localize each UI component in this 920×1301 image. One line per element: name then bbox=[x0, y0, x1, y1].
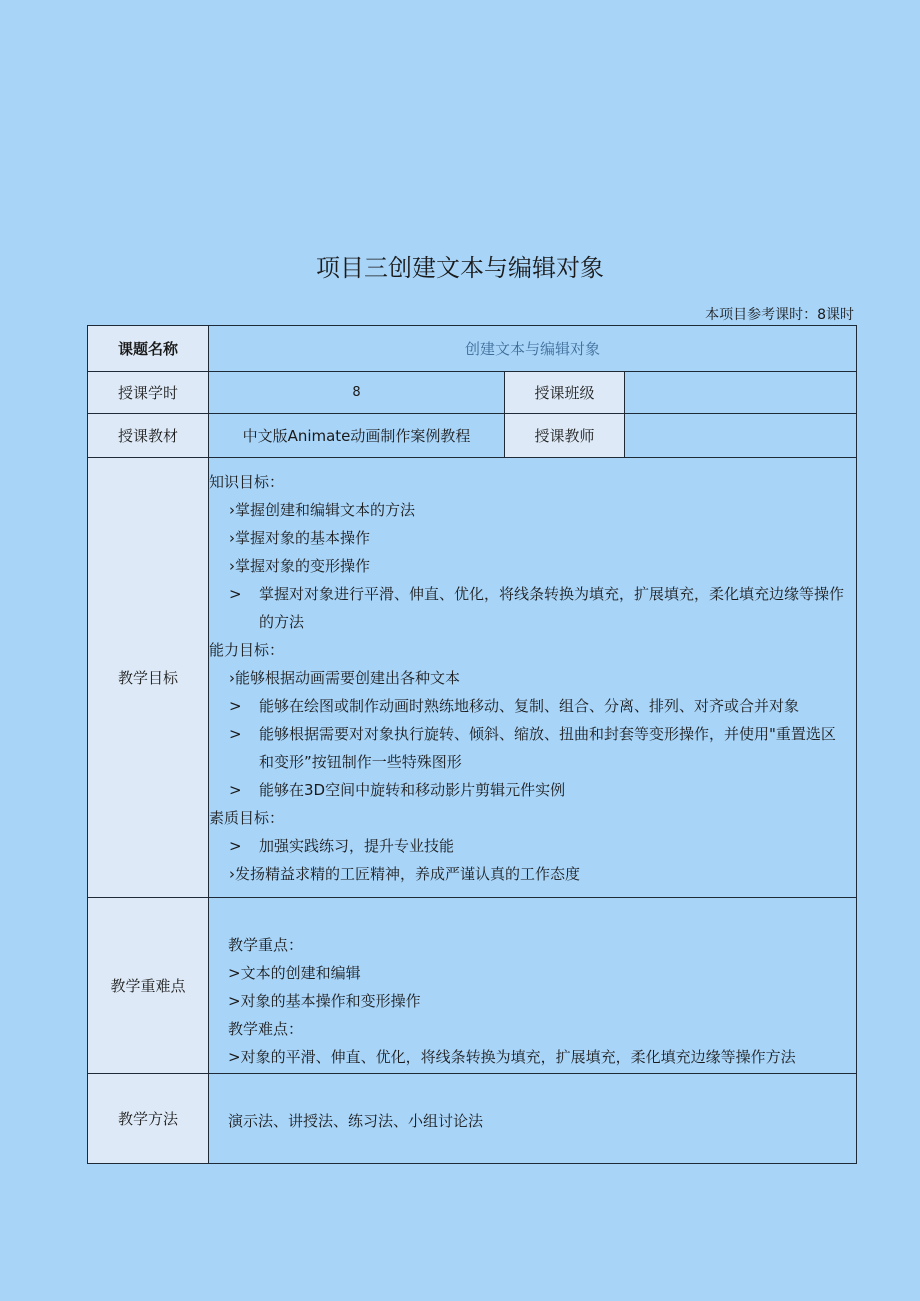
topic-row bbox=[88, 326, 857, 372]
teacher-value bbox=[625, 414, 857, 458]
methods-value bbox=[209, 1074, 857, 1164]
hours-value: 8 bbox=[209, 372, 505, 414]
page-title: 项目三创建文本与编辑对象 bbox=[316, 254, 604, 282]
key-item: >对象的基本操作和变形操作 bbox=[228, 992, 421, 1010]
knowledge-item: ›掌握创建和编辑文本的方法 bbox=[229, 500, 415, 519]
goals-label: 教学目标 bbox=[88, 458, 209, 898]
hours-label: 授课学时 bbox=[88, 372, 209, 414]
goals-row bbox=[88, 458, 857, 898]
topic-value: 创建文本与编辑对象 bbox=[209, 326, 857, 372]
quality-item-text: 加强实践练习，提升专业技能 bbox=[259, 836, 455, 855]
knowledge-item-continued: 的方法 bbox=[259, 612, 305, 631]
textbook-label: 授课教材 bbox=[88, 414, 209, 458]
bullet-mark: > bbox=[229, 724, 242, 743]
reference-hours: 本项目参考课时：8课时 bbox=[705, 307, 854, 323]
goals-content bbox=[209, 458, 857, 898]
keypoints-row bbox=[88, 898, 857, 1074]
bullet-mark: > bbox=[229, 836, 242, 855]
difficulty-title: 教学难点： bbox=[228, 1020, 304, 1038]
keypoints-label: 教学重难点 bbox=[88, 898, 209, 1074]
bullet-mark: > bbox=[229, 780, 242, 799]
ability-item-text: 能够在3D空间中旋转和移动影片剪辑元件实例 bbox=[259, 780, 566, 799]
class-label: 授课班级 bbox=[505, 372, 625, 414]
knowledge-item-text: 掌握对对象进行平滑、伸直、优化，将线条转换为填充，扩展填充，柔化填充边缘等操作 bbox=[259, 584, 845, 603]
key-title: 教学重点： bbox=[228, 936, 304, 954]
lesson-plan-table bbox=[87, 325, 857, 1164]
quality-title: 素质目标： bbox=[209, 808, 285, 827]
ability-item-text: 能够在绘图或制作动画时熟练地移动、复制、组合、分离、排列、对齐或合并对象 bbox=[259, 696, 800, 715]
knowledge-title: 知识目标： bbox=[209, 472, 285, 491]
methods-label: 教学方法 bbox=[88, 1074, 209, 1164]
ability-item bbox=[209, 776, 856, 804]
topic-label: 课题名称 bbox=[88, 326, 209, 372]
quality-item: ›发扬精益求精的工匠精神，养成严谨认真的工作态度 bbox=[229, 864, 581, 883]
textbook-value: 中文版Animate动画制作案例教程 bbox=[209, 414, 505, 458]
difficulty-item: >对象的平滑、伸直、优化，将线条转换为填充，扩展填充，柔化填充边缘等操作方法 bbox=[228, 1048, 796, 1066]
quality-item bbox=[209, 832, 856, 860]
ability-item-continued: 和变形”按钮制作一些特殊图形 bbox=[259, 752, 462, 771]
ability-item bbox=[209, 720, 856, 748]
textbook-row bbox=[88, 414, 857, 458]
ability-item-text: 能够根据需要对对象执行旋转、倾斜、缩放、扭曲和封套等变形操作，并使用"重置选区 bbox=[259, 724, 836, 743]
keypoints-content bbox=[209, 898, 857, 1074]
knowledge-item bbox=[209, 580, 856, 608]
methods-row bbox=[88, 1074, 857, 1164]
methods-text: 演示法、讲授法、练习法、小组讨论法 bbox=[228, 1112, 484, 1130]
class-value bbox=[625, 372, 857, 414]
knowledge-item: ›掌握对象的变形操作 bbox=[229, 556, 370, 575]
ability-item: ›能够根据动画需要创建出各种文本 bbox=[229, 668, 461, 687]
ability-item bbox=[209, 692, 856, 720]
key-item: >文本的创建和编辑 bbox=[228, 964, 361, 982]
knowledge-item: ›掌握对象的基本操作 bbox=[229, 528, 370, 547]
bullet-mark: > bbox=[229, 584, 242, 603]
ability-title: 能力目标： bbox=[209, 640, 285, 659]
bullet-mark: > bbox=[229, 696, 242, 715]
teacher-label: 授课教师 bbox=[505, 414, 625, 458]
hours-row bbox=[88, 372, 857, 414]
